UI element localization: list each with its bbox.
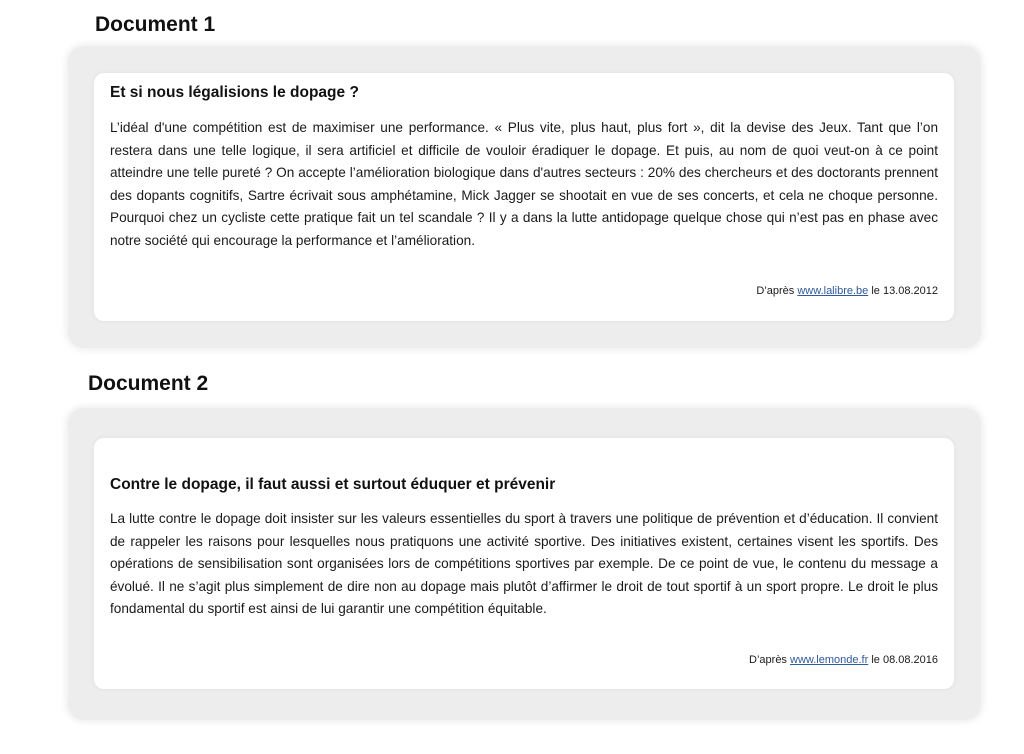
- document-2-source-prefix: D’après: [749, 654, 787, 666]
- document-2-heading: Document 2: [88, 372, 209, 395]
- document-1-source-date: le 13.08.2012: [871, 285, 938, 297]
- document-1-frame: [68, 46, 981, 348]
- document-1-title: Et si nous légalisions le dopage ?: [110, 84, 359, 101]
- document-2-title: Contre le dopage, il faut aussi et surtout éduquer et prévenir: [110, 476, 556, 493]
- document-1-card: [94, 73, 954, 321]
- document-2-source: [749, 654, 938, 666]
- document-1-body: L’idéal d'une compétition est de maximiser une performance. « Plus vite, plus haut, plus fort », dit la devise des Jeux. Tant que l’on restera dans une telle logique, il sera artificiel et difficile de vouloir éradiquer le dopage. Et puis, au nom de quoi veut-on à ce point atteindre une telle pureté ? On accepte l’amélioration biologique dans d'autres secteurs : 20% des chercheurs et des doctorants prennent des dopants cognitifs, Sartre écrivait sous amphétamine, Mick Jagger se shootait en vue de ses concerts, et cela ne choque personne. Pourquoi chez un cycliste cette pratique fait un tel scandale ? Il y a dans la lutte antidopage quelque chose qui n’est pas en phase avec notre société qui encourage la performance et l’amélioration.: [110, 120, 938, 248]
- document-1-heading: Document 1: [95, 13, 216, 36]
- document-2-source-link[interactable]: www.lemonde.fr: [790, 654, 869, 666]
- document-1-source-link[interactable]: www.lalibre.be: [797, 285, 869, 297]
- document-2-frame: [68, 408, 981, 720]
- document-2-source-date: le 08.08.2016: [871, 654, 938, 666]
- document-2-body: La lutte contre le dopage doit insister sur les valeurs essentielles du sport à travers une politique de prévention et d’éducation. Il convient de rappeler les raisons pour lesquelles nous pratiquons une activité sportive. Des initiatives existent, certaines visent les sportifs. Des opérations de sensibilisation sont organisées lors de compétitions sportives par exemple. De ce point de vue, le contenu du message a évolué. Il ne s’agit plus simplement de dire non au dopage mais plutôt d’affirmer le droit de tout sportif à un sport propre. Le droit le plus fondamental du sportif est ainsi de lui garantir une compétition équitable.: [110, 511, 938, 616]
- document-2-card: [94, 438, 954, 689]
- document-1-source: [756, 285, 938, 297]
- document-1-source-prefix: D’après: [756, 285, 795, 297]
